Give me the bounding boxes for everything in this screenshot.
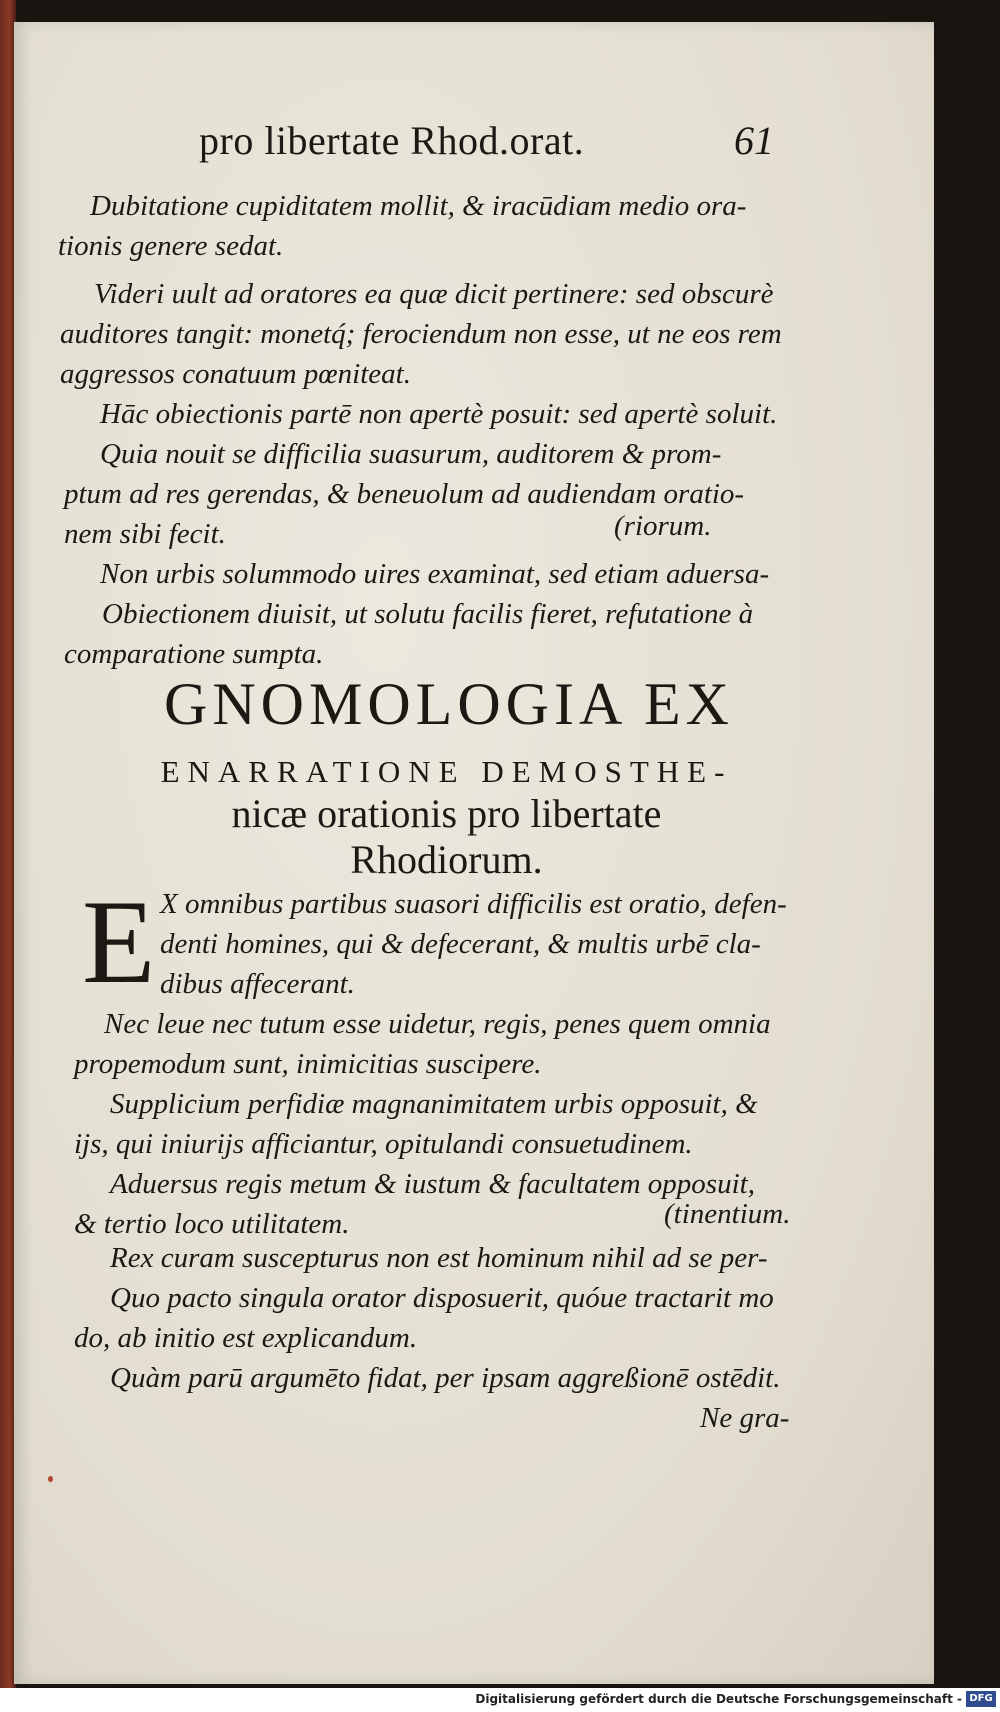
text-line: propemodum sunt, inimicitias suscipere.	[74, 1048, 542, 1080]
section-subheading: ENARRATIONE DEMOSTHE-	[160, 754, 733, 789]
text-line: Quo pacto singula orator disposuerit, quóue tractarit mo	[110, 1282, 774, 1314]
text-line: Quàm parū argumēto fidat, per ipsam aggreßionē ostēdit.	[110, 1362, 781, 1394]
text-line: ijs, qui iniurijs afficiantur, opitulandi consuetudinem.	[74, 1128, 693, 1160]
text-line: Obiectionem diuisit, ut solutu facilis fieret, refutatione à	[102, 598, 754, 630]
running-head: pro libertate Rhod.orat.	[199, 118, 585, 163]
footer-credit: Digitalisierung gefördert durch die Deutsche Forschungsgemeinschaft -	[475, 1692, 962, 1706]
text-line: Non urbis solummodo uires examinat, sed etiam aduersa-	[100, 558, 770, 590]
text-line: do, ab initio est explicandum.	[74, 1322, 418, 1354]
text-line: tionis genere sedat.	[58, 230, 284, 262]
text-line: X omnibus partibus suasori difficilis est oratio, defen-	[160, 888, 787, 920]
book-page	[14, 22, 934, 1684]
text-line: Rex curam suscepturus non est hominum nihil ad se per-	[110, 1242, 768, 1274]
text-line: Quia nouit se difficilia suasurum, auditorem & prom-	[100, 438, 722, 470]
text-line: (riorum.	[614, 510, 712, 542]
text-line: aggressos conatuum pœniteat.	[60, 358, 411, 390]
digitization-footer	[0, 1688, 1000, 1712]
text-line: Aduersus regis metum & iustum & facultatem opposuit,	[110, 1168, 755, 1200]
drop-capital: E	[82, 875, 156, 1008]
text-line: Supplicium perfidiæ magnanimitatem urbis opposuit, &	[110, 1088, 758, 1120]
section-subheading-line: nicæ orationis pro libertate	[231, 791, 662, 836]
dfg-logo: DFG	[966, 1691, 996, 1707]
text-line: Videri uult ad oratores ea quæ dicit pertinere: sed obscurè	[94, 278, 774, 310]
text-line: (tinentium.	[664, 1198, 791, 1230]
text-line: comparatione sumpta.	[64, 638, 324, 670]
section-heading: GNOMOLOGIA EX	[164, 671, 734, 737]
paper-stain	[48, 1476, 53, 1482]
text-line: Nec leue nec tutum esse uidetur, regis, penes quem omnia	[104, 1008, 771, 1040]
text-line: auditores tangit: monetq́; ferociendum non esse, ut ne eos rem	[60, 318, 782, 350]
text-line: & tertio loco utilitatem.	[74, 1208, 350, 1240]
catchword: Ne gra-	[700, 1402, 790, 1434]
text-line: nem sibi fecit.	[64, 518, 226, 550]
text-line: Hāc obiectionis partē non apertè posuit: sed apertè soluit.	[100, 398, 778, 430]
page-number: 61	[734, 118, 774, 163]
text-line: ptum ad res gerendas, & beneuolum ad audiendam oratio-	[64, 478, 745, 510]
text-line: denti homines, qui & defecerant, & multis urbē cla-	[160, 928, 761, 960]
text-line: Dubitatione cupiditatem mollit, & iracūdiam medio ora-	[90, 190, 747, 222]
section-subheading-line: Rhodiorum.	[350, 837, 543, 882]
text-line: dibus affecerant.	[160, 968, 355, 1000]
